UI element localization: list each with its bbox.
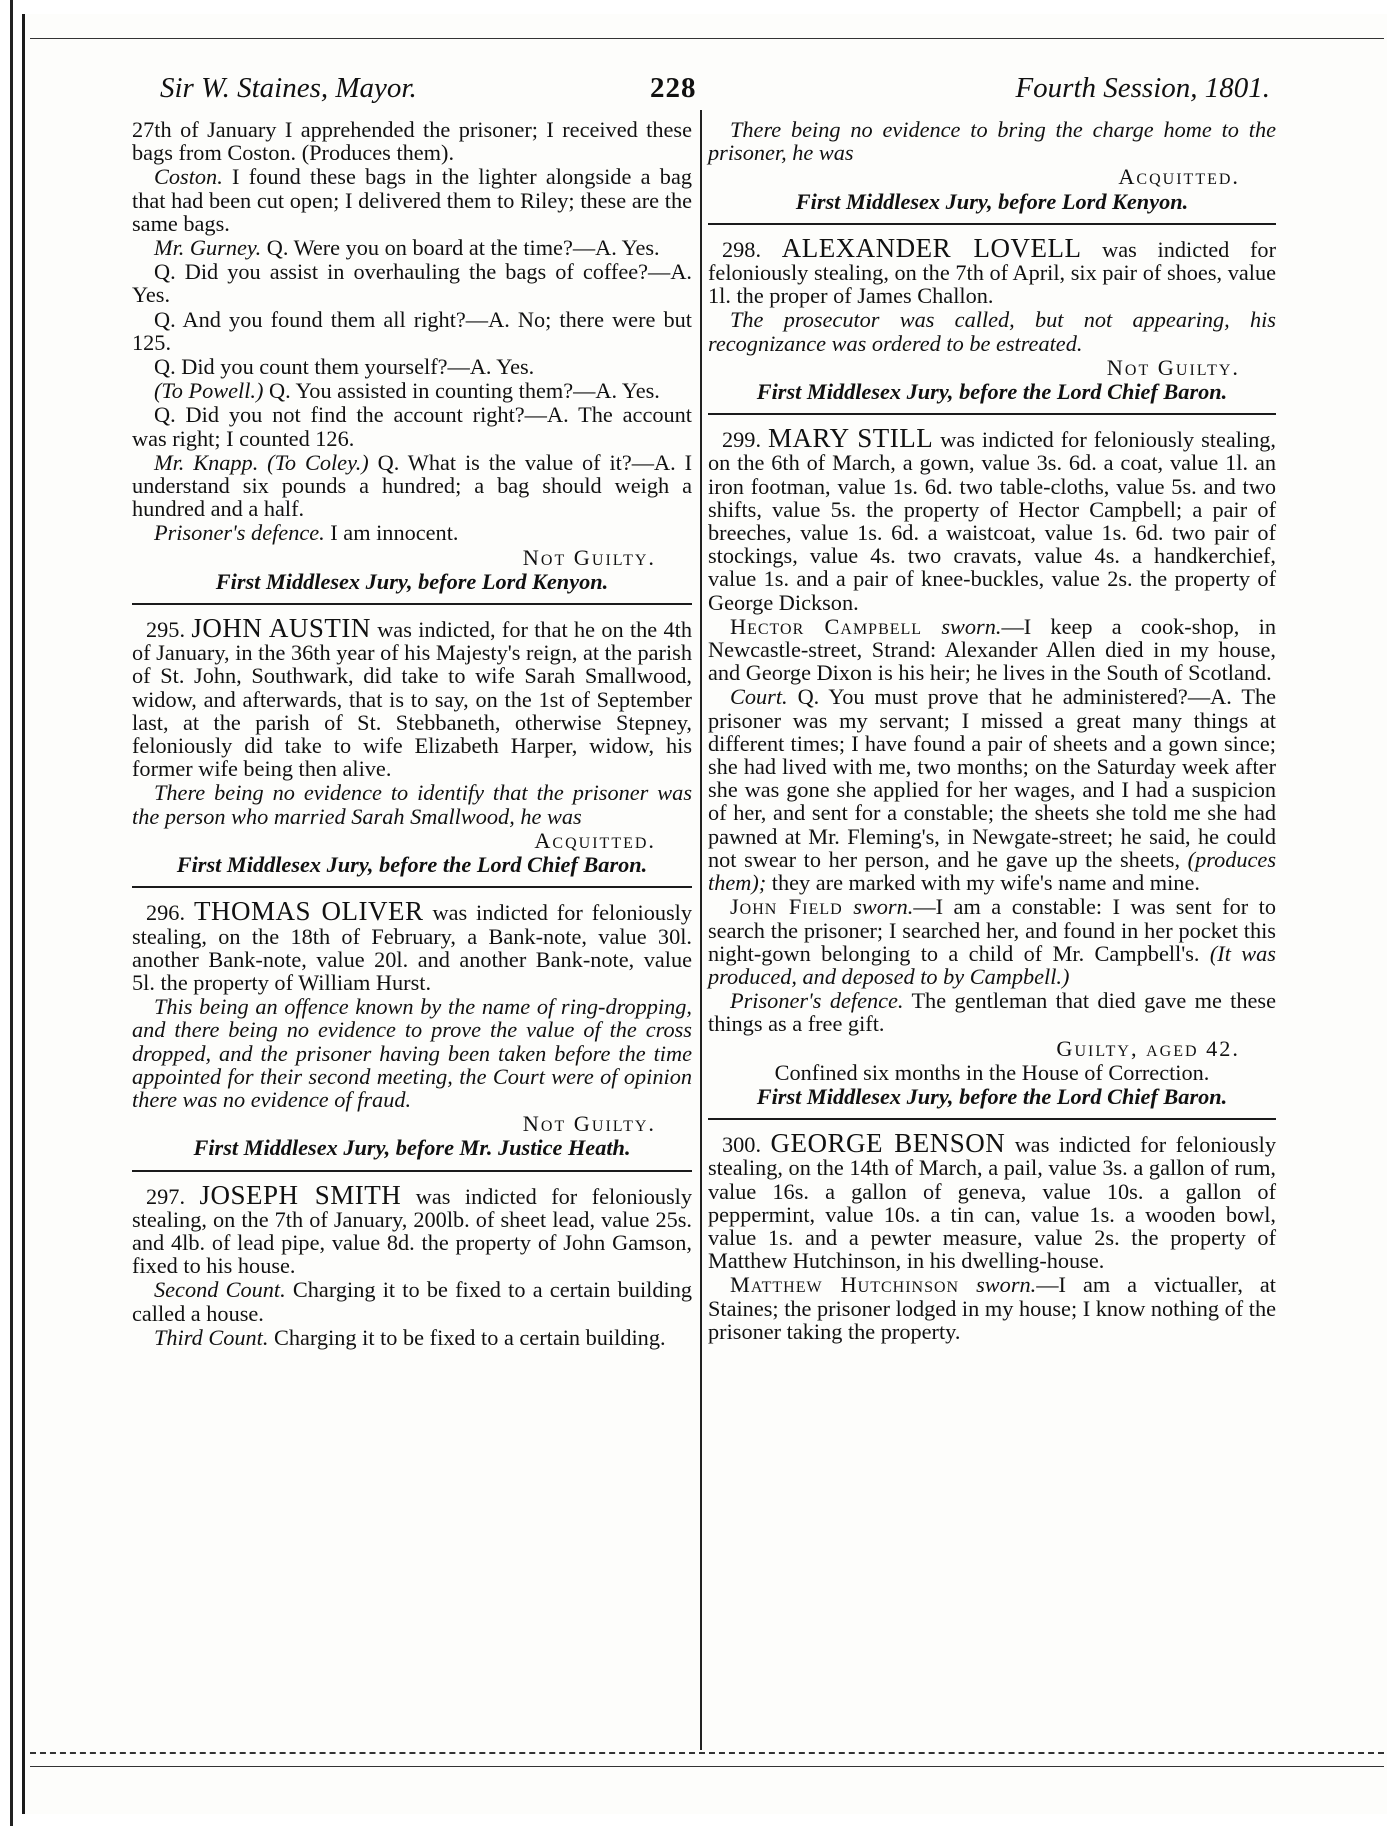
stage-direction: (It was produced, and deposed to by Campbell.) xyxy=(708,940,1276,989)
testimony-paragraph: Q. And you found them all right?—A. No; there were but 125. xyxy=(132,306,692,355)
verdict: Acquitted. xyxy=(534,827,656,853)
testimony-paragraph: Q. Did you not find the account right?—A. The account was right; I counted 126. xyxy=(132,402,692,451)
page-binding-edge xyxy=(0,0,22,1826)
count-label: Second Count. xyxy=(154,1277,286,1303)
speaker-label: Mr. Gurney. xyxy=(154,235,262,261)
case-entry-297 xyxy=(132,1179,693,1279)
case-entry-299 xyxy=(708,423,1277,615)
jury-line: First Middlesex Jury, before the Lord Chief Baron. xyxy=(756,379,1228,405)
speaker-label: Prisoner's defence. xyxy=(730,988,904,1014)
case-number: 297. xyxy=(146,1183,186,1209)
case-number: 300. xyxy=(722,1132,762,1158)
jury-line: First Middlesex Jury, before Lord Kenyon. xyxy=(795,188,1189,214)
defendant-name: GEORGE BENSON xyxy=(770,1128,1006,1159)
running-header xyxy=(160,72,1270,118)
testimony-text: —I keep a cook-shop, in Newcastle-street, Strand: Alexander Allen died in my house, and George Dixon is his heir; he lives in the South of Scotland. xyxy=(708,613,1276,686)
testimony-paragraph xyxy=(132,451,692,521)
header-mayor: Sir W. Staines, Mayor. xyxy=(160,72,417,104)
count-label: Third Count. xyxy=(154,1324,269,1350)
defendant-name: ALEXANDER LOVELL xyxy=(781,232,1082,263)
testimony-text: —I am a constable: I was sent for to search the prisoner; I searched her, and found in her pocket this night-gown belonging to a child of Mr. Campbell's. xyxy=(708,894,1276,966)
case-entry-296 xyxy=(132,896,693,995)
jury-line: First Middlesex Jury, before the Lord Chief Baron. xyxy=(756,1083,1228,1109)
case-entry-295 xyxy=(132,613,693,782)
defence-paragraph xyxy=(132,521,692,544)
speaker-label: (To Powell.) xyxy=(154,378,264,404)
count-text: Charging it to be fixed to a certain building. xyxy=(273,1324,666,1350)
testimony-text: Q. You must prove that he administered?—A. The prisoner was my servant; I missed a great many things at different times; I have found a pair of sheets and a gown since; she had lived with me, two months; on the Saturday week after she was gone she applied for her wages, and I had a suspicion of her, and sent for a constable; the sheets she told me she had pawned at Mr. Fleming's, in Newgate-street; he said, he could not swear to her person, and he gave up the sheets, xyxy=(708,684,1276,872)
right-column xyxy=(708,118,1276,1344)
testimony-text: Q. Were you on board at the time?—A. Yes. xyxy=(266,235,660,261)
case-entry-300 xyxy=(708,1128,1276,1274)
testimony-paragraph: Q. Did you assist in overhauling the bags of coffee?—A. Yes. xyxy=(132,259,692,308)
jury-line: First Middlesex Jury, before Lord Kenyon. xyxy=(215,568,609,594)
indictment-text: was indicted, for that he on the 4th of January, in the 36th year of his Majesty's reign, at the parish of St. John, Southwark, did take to wife Sarah Smallwood, widow, and afterwards, that is to say, on the 1st of September last, at the parish of St. Stebbaneth, otherwise Stepney, feloniously did take to wife Elizabeth Harper, widow, his former wife being then alive. xyxy=(132,617,693,782)
sworn-label: sworn. xyxy=(941,613,1002,639)
testimony-text: I found these bags in the lighter alongside a bag that had been cut open; I delivered them to Riley; these are the same bags. xyxy=(132,164,692,236)
jury-line: First Middlesex Jury, before Mr. Justice Heath. xyxy=(193,1135,631,1161)
case-note: This being an offence known by the name of ring-dropping, and there being no evidence to prove the value of the cross dropped, and the prisoner having been taken before the time appointed for their second meeting, the Court were of opinion there was no evidence of fraud. xyxy=(132,994,692,1112)
testimony-paragraph: 27th of January I apprehended the prisoner; I received these bags from Coston. (Produces them). xyxy=(132,117,692,166)
case-separator xyxy=(132,603,692,605)
stage-direction: (produces them); xyxy=(708,846,1276,896)
defendant-name: JOSEPH SMITH xyxy=(199,1179,402,1210)
testimony-text: Q. What is the value of it?—A. I understand six pounds a hundred; a bag should weigh a hundred and a half. xyxy=(132,449,693,522)
sentence: Confined six months in the House of Correction. xyxy=(774,1059,1210,1085)
verdict: Not Guilty. xyxy=(522,1111,656,1137)
testimony-paragraph xyxy=(132,165,692,235)
witness-paragraph xyxy=(708,615,1276,685)
count-paragraph xyxy=(132,1326,692,1349)
speaker-label: Prisoner's defence. xyxy=(154,520,325,546)
scan-line-bottom xyxy=(30,1752,1384,1754)
verdict: Not Guilty. xyxy=(1106,354,1240,380)
sworn-label: sworn. xyxy=(976,1272,1037,1298)
count-paragraph xyxy=(132,1278,692,1324)
sworn-label: sworn. xyxy=(853,894,914,920)
case-separator xyxy=(708,413,1276,415)
testimony-paragraph xyxy=(132,379,692,402)
defendant-name: MARY STILL xyxy=(768,423,934,454)
case-note: There being no evidence to bring the charge home to the prisoner, he was xyxy=(708,117,1276,166)
scan-line-bottom-2 xyxy=(30,1766,1384,1767)
defendant-name: JOHN AUSTIN xyxy=(191,613,371,644)
verdict: Acquitted. xyxy=(1118,164,1240,190)
case-separator xyxy=(132,886,692,888)
header-session: Fourth Session, 1801. xyxy=(1015,72,1270,104)
testimony-text: I am innocent. xyxy=(330,520,459,546)
case-separator xyxy=(708,1118,1276,1120)
testimony-text: The gentleman that died gave me these things as a free gift. xyxy=(708,988,1276,1037)
defence-paragraph xyxy=(708,989,1276,1035)
scan-line-top xyxy=(30,38,1384,39)
case-entry-298 xyxy=(708,232,1276,309)
witness-name: Matthew Hutchinson xyxy=(730,1272,960,1298)
case-number: 299. xyxy=(722,427,762,453)
speaker-label: Coston. xyxy=(154,164,223,190)
testimony-text: —I am a victualler, at Staines; the prisoner lodged in my house; I know nothing of the prisoner taking the property. xyxy=(708,1272,1276,1344)
defendant-name: THOMAS OLIVER xyxy=(193,896,424,927)
verdict: Guilty, aged 42. xyxy=(1056,1035,1240,1061)
indictment-text: was indicted for feloniously stealing, on the 7th of April, six pair of shoes, value 1l. the proper of James Challon. xyxy=(708,236,1276,309)
indictment-text: was indicted for feloniously stealing, on the 18th of February, a Bank-note, value 30l. another Bank-note, value 20l. and another Bank-note, value 5l. the property of William Hurst. xyxy=(132,900,693,995)
left-column xyxy=(132,118,692,1350)
verdict: Not Guilty. xyxy=(522,544,656,570)
indictment-text: was indicted for feloniously stealing, on the 14th of March, a pail, value 3s. a gallon of rum, value 16s. a gallon of geneva, value 10s. a gallon of peppermint, value 10s. a tin can, value 1s. a wooden bowl, value 1s. and a pewter measure, value 2s. the property of Matthew Hutchinson, in his dwelling-house. xyxy=(708,1132,1276,1274)
case-note: The prosecutor was called, but not appearing, his recognizance was ordered to be estreated. xyxy=(708,307,1276,356)
page-number: 228 xyxy=(650,72,697,104)
witness-name: Hector Campbell xyxy=(730,613,923,639)
jury-line: First Middlesex Jury, before the Lord Chief Baron. xyxy=(176,852,648,878)
speaker-label: Court. xyxy=(730,684,788,710)
testimony-text: they are marked with my wife's name and mine. xyxy=(771,870,1200,896)
court-paragraph xyxy=(708,685,1276,894)
count-text: Charging it to be fixed to a certain building called a house. xyxy=(132,1277,692,1326)
witness-name: John Field xyxy=(730,894,843,920)
testimony-text: Q. You assisted in counting them?—A. Yes. xyxy=(269,378,660,404)
witness-paragraph xyxy=(708,895,1276,988)
speaker-label: Mr. Knapp. (To Coley.) xyxy=(154,449,369,475)
testimony-paragraph xyxy=(132,236,692,259)
case-number: 298. xyxy=(722,236,762,262)
case-separator xyxy=(132,1170,692,1172)
testimony-paragraph: Q. Did you count them yourself?—A. Yes. xyxy=(154,354,535,380)
case-number: 296. xyxy=(146,900,186,926)
witness-paragraph xyxy=(708,1273,1276,1343)
indictment-text: was indicted for feloniously stealing, on the 7th of January, 200lb. of sheet lead, value 25s. and 4lb. of lead pipe, value 8d. the property of John Gamson, fixed to his house. xyxy=(132,1183,693,1279)
case-separator xyxy=(708,223,1276,225)
case-number: 295. xyxy=(146,617,186,643)
case-note: There being no evidence to identify that the prisoner was the person who married Sarah Smallwood, he was xyxy=(132,780,692,829)
column-divider xyxy=(700,110,702,1750)
indictment-text: was indicted for feloniously stealing, on the 6th of March, a gown, value 3s. 6d. a coat, value 1l. an iron footman, value 1s. 6d. two table-cloths, value 5s. and two shifts, value 5s. the property of Hector Campbell; a pair of breeches, value 1s. 6d. a waistcoat, value 1s. 6d. two pair of stockings, value 4s. two cravats, value 4s. a handkerchief, value 1s. and a pair of knee-buckles, value 2s. the property of George Dickson. xyxy=(708,427,1277,615)
